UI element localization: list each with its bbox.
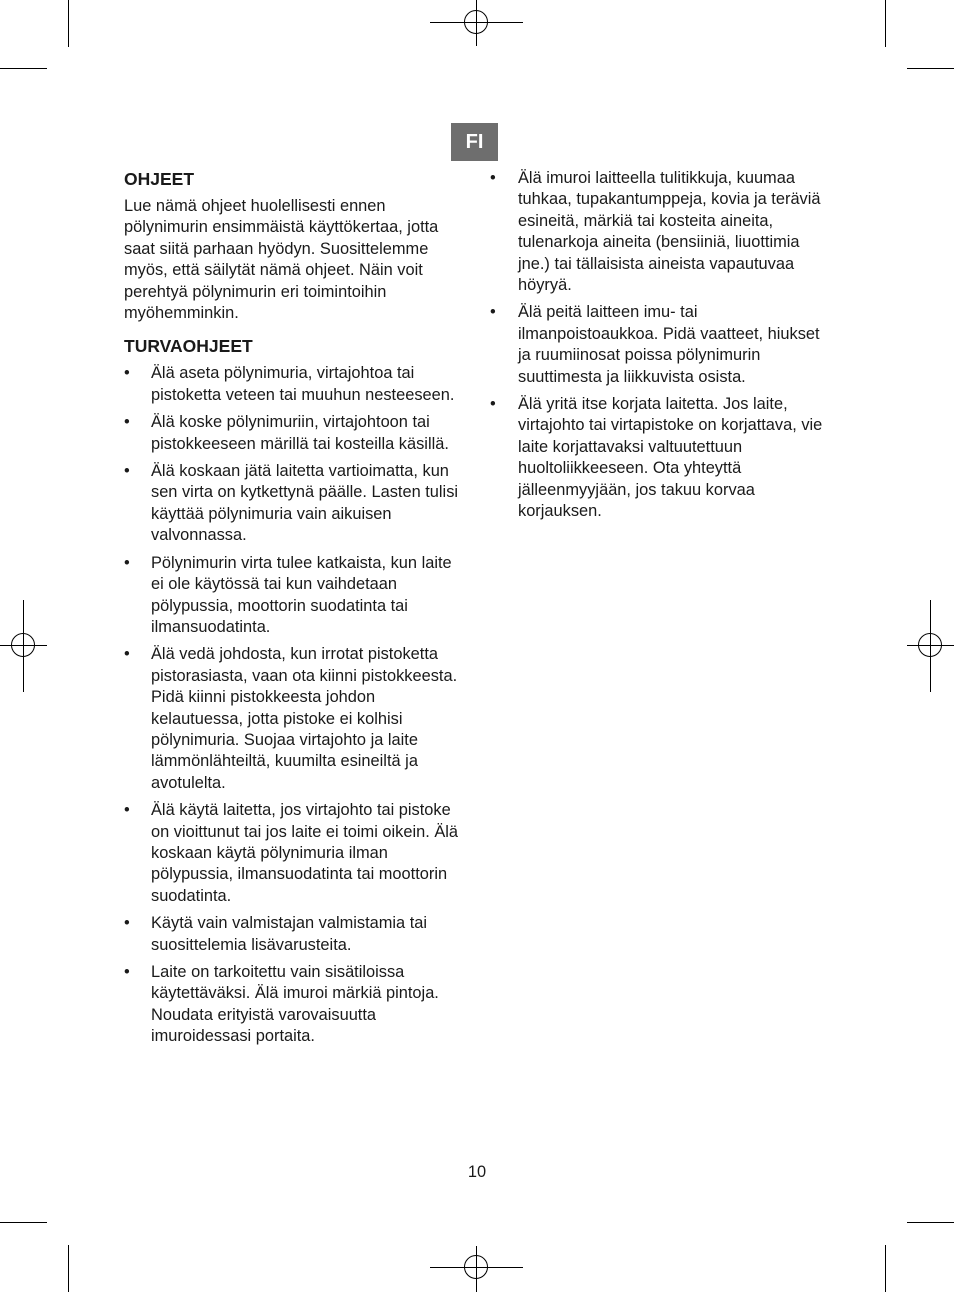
list-item: • Älä koskaan jätä laitetta vartioimatta, kun sen virta on kytkettynä päälle. Lasten tulisi käyttää pölynimuria vain aikuisen valvonnassa. [124, 462, 459, 545]
list-item: • Älä peitä laitteen imu- tai ilmanpoistoaukkoa. Pidä vaatteet, hiukset ja ruumiinosat poissa pölynimurin suuttimesta ja liikkuvista osista. [490, 303, 820, 386]
list-item: • Älä yritä itse korjata laitetta. Jos laite, virtajohto tai virtapistoke on korjattava, vie laite korjattavaksi valtuutettuun huoltoliikkeeseen. Ota yhteyttä jälleenmyyjään, jos takuu korvaa korjauksen. [490, 395, 823, 521]
list-item: • Älä vedä johdosta, kun irrotat pistoketta pistorasiasta, vaan ota kiinni pistokkeesta. Pidä kiinni pistokkeesta johdon kelautuessa, jotta pistoke ei kolhisi pölynimuria. Suojaa virtajohto ja laite lämmönlähteiltä, kuumilta esineiltä ja avotulelta. [124, 645, 458, 792]
bullet-icon: • [124, 413, 130, 432]
section-heading-turvaohjeet: TURVAOHJEET [124, 336, 253, 357]
safety-list-right [490, 168, 825, 523]
page-number: 10 [467, 1163, 487, 1181]
bullet-icon: • [124, 914, 130, 933]
bullet-icon: • [124, 645, 130, 664]
safety-list-left [124, 363, 466, 1047]
bullet-icon: • [124, 462, 130, 481]
section-heading-ohjeet: OHJEET [124, 169, 195, 189]
bullet-icon: • [490, 395, 496, 414]
list-item: • Älä aseta pölynimuria, virtajohtoa tai pistoketta veteen tai muuhun nesteeseen. [124, 364, 455, 404]
left-column [124, 168, 466, 1054]
bullet-icon: • [490, 303, 496, 322]
bullet-icon: • [124, 963, 130, 981]
list-item: • Älä imuroi laitteella tulitikkuja, kuumaa tuhkaa, tupakantumppeja, kovia ja teräviä esineitä, märkiä tai kosteita aineita, tulenarkoja aineita (bensiiniä, liuottimia jne.) tai tällaisista aineista vapautuvaa höyryä. [490, 169, 821, 295]
list-item: • Käytä vain valmistajan valmistamia tai suosittelemia lisävarusteita. [124, 914, 428, 954]
list-item: • Älä käytä laitetta, jos virtajohto tai pistoke on vioittunut tai jos laite ei toimi oikein. Älä koskaan käytä pölynimuria ilman pölypussia, ilmansuodatinta tai moottorin suodatinta. [124, 801, 459, 905]
intro-paragraph: Lue nämä ohjeet huolellisesti ennen pölynimurin ensimmäistä käyttökertaa, jotta saat siitä parhaan hyödyn. Suosittelemme myös, että säilytät nämä ohjeet. Näin voit perehtyä pölynimurin eri toimintoihin myöhemminkin. [124, 197, 439, 323]
language-badge: FI [451, 123, 498, 161]
bullet-icon: • [124, 364, 130, 383]
list-item: • Älä koske pölynimuriin, virtajohtoon tai pistokkeeseen märillä tai kosteilla käsillä. [124, 413, 449, 453]
bullet-icon: • [490, 169, 496, 187]
bullet-icon: • [124, 553, 130, 572]
list-item: • Laite on tarkoitettu vain sisätiloissa käytettäväksi. Älä imuroi märkiä pintoja. Noudata erityistä varovaisuutta imuroidessasi portaita. [124, 963, 439, 1046]
bullet-icon: • [124, 801, 130, 820]
right-column [490, 168, 825, 529]
list-item: • Pölynimurin virta tulee katkaista, kun laite ei ole käytössä tai kun vaihdetaan pölypussia, moottorin suodatinta tai ilmansuodatinta. [124, 553, 452, 636]
